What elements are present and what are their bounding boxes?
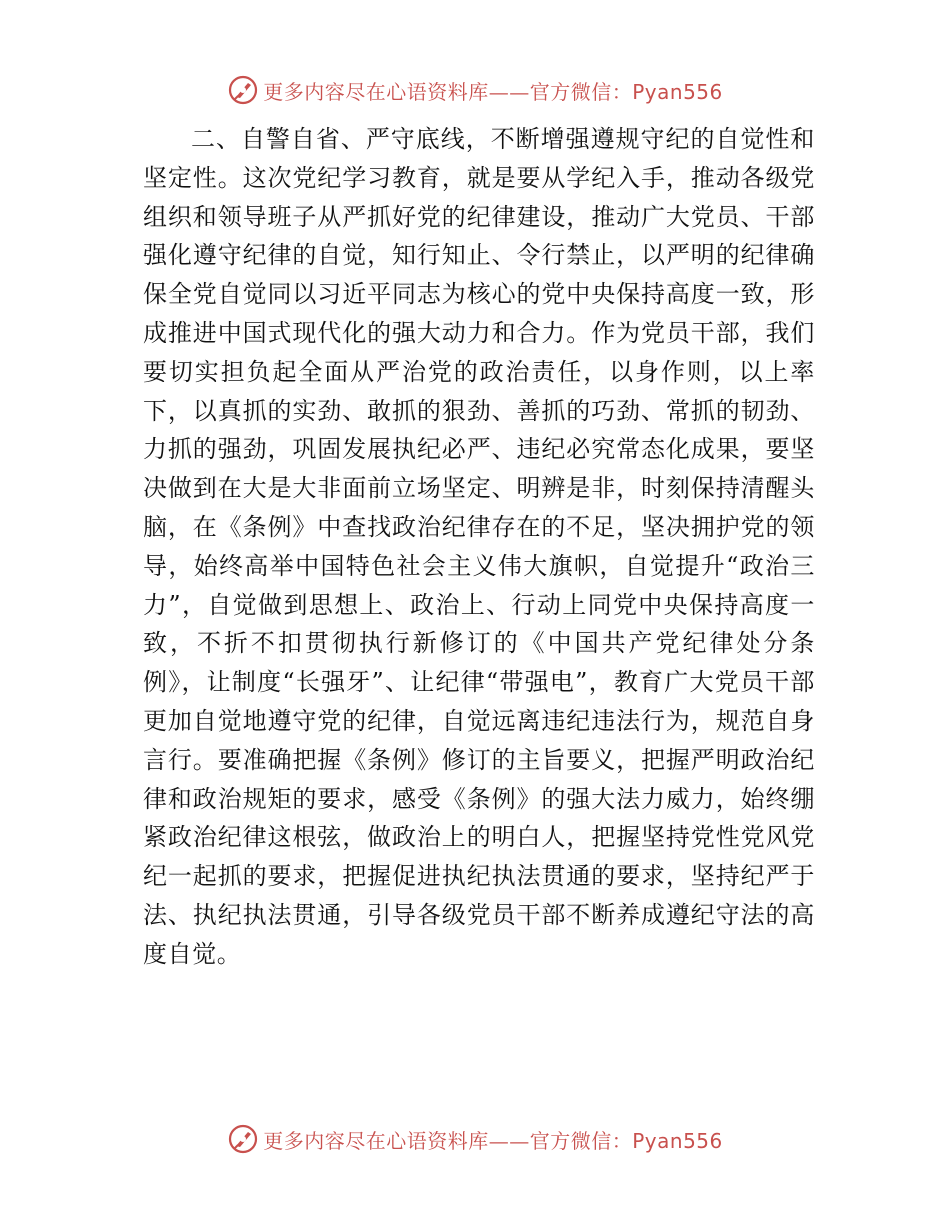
footer-watermark-banner bbox=[0, 1119, 950, 1159]
footer-dash: —— bbox=[488, 1128, 530, 1153]
quill-pen-logo-icon bbox=[227, 1123, 259, 1155]
header-brand-text: 更多内容尽在心语资料库 bbox=[263, 79, 489, 104]
footer-brand-text: 更多内容尽在心语资料库 bbox=[263, 1128, 489, 1153]
header-banner-text bbox=[263, 76, 723, 105]
header-dash: —— bbox=[488, 79, 530, 104]
quill-pen-logo-icon bbox=[227, 74, 259, 106]
footer-banner-text bbox=[263, 1125, 723, 1154]
body-paragraph: 二、自警自省、严守底线，不断增强遵规守纪的自觉性和坚定性。这次党纪学习教育，就是要从学纪入手，推动各级党组织和领导班子从严抓好党的纪律建设，推动广大党员、干部强化遵守纪律的自觉，知行知止、令行禁止，以严明的纪律确保全党自觉同以习近平同志为核心的党中央保持高度一致，形成推进中国式现代化的强大动力和合力。作为党员干部，我们要切实担负起全面从严治党的政治责任，以身作则，以上率下，以真抓的实劲、敢抓的狠劲、善抓的巧劲、常抓的韧劲、力抓的强劲，巩固发展执纪必严、违纪必究常态化成果，要坚决做到在大是大非面前立场坚定、明辨是非，时刻保持清醒头脑，在《条例》中查找政治纪律存在的不足，坚决拥护党的领导，始终高举中国特色社会主义伟大旗帜，自觉提升“政治三力”，自觉做到思想上、政治上、行动上同党中央保持高度一致，不折不扣贯彻执行新修订的《中国共产党纪律处分条例》，让制度“长强牙”、让纪律“带强电”，教育广大党员干部更加自觉地遵守党的纪律，自觉远离违纪违法行为，规范自身言行。要准确把握《条例》修订的主旨要义，把握严明政治纪律和政治规矩的要求，感受《条例》的强大法力威力，始终绷紧政治纪律这根弦，做政治上的明白人，把握坚持党性党风党纪一起抓的要求，把握促进执纪执法贯通的要求，坚持纪严于法、执纪执法贯通，引导各级党员干部不断养成遵纪守法的高度自觉。 bbox=[143, 125, 815, 968]
header-contact-label: 官方微信： bbox=[529, 79, 633, 104]
footer-contact-label: 官方微信： bbox=[529, 1128, 633, 1153]
header-watermark-banner bbox=[0, 70, 950, 110]
header-contact-id: Pyan556 bbox=[632, 79, 723, 104]
footer-contact-id: Pyan556 bbox=[632, 1128, 723, 1153]
